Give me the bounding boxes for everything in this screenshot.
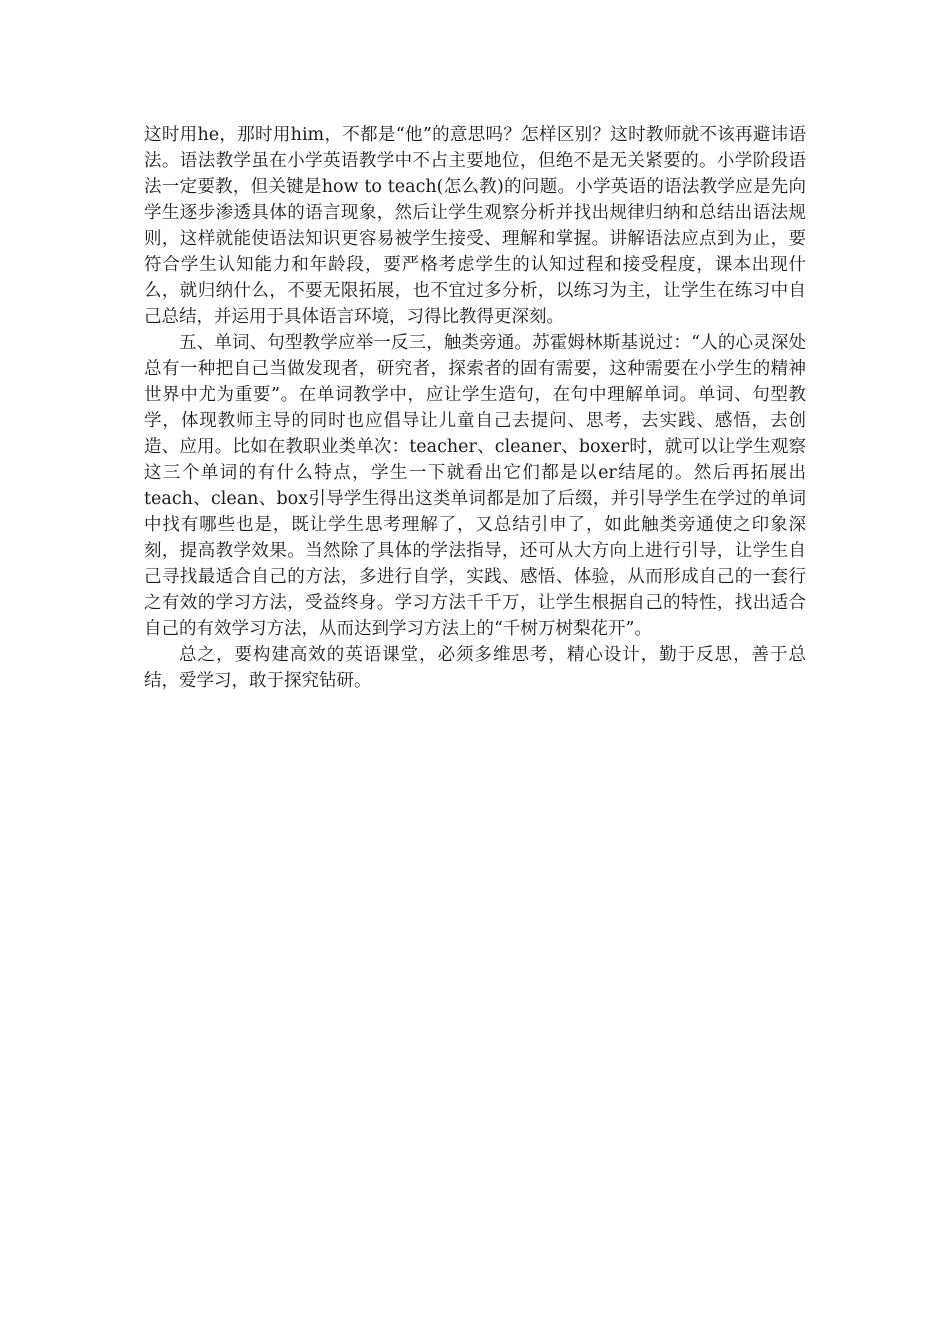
paragraph-grammar-continuation: 这时用he，那时用him，不都是“他”的意思吗？怎样区别？这时教师就不该再避讳语法。语法教学虽在小学英语教学中不占主要地位，但绝不是无关紧要的。小学阶段语法一定要教，但关键是how to teach(怎么教)的问题。小学英语的语法教学应是先向学生逐步渗透具体的语言现象，然后让学生观察分析并找出规律归纳和总结出语法规则，这样就能使语法知识更容易被学生接受、理解和掌握。讲解语法应点到为止，要符合学生认知能力和年龄段，要严格考虑学生的认知过程和接受程度，课本出现什么，就归纳什么，不要无限拓展，也不宜过多分析，以练习为主，让学生在练习中自己总结，并运用于具体语言环境，习得比教得更深刻。 (144, 125, 806, 327)
document-body (144, 122, 806, 694)
paragraph-vocabulary-teaching: 五、单词、句型教学应举一反三，触类旁通。苏霍姆林斯基说过：“人的心灵深处总有一种把自己当做发现者，研究者，探索者的固有需要，这种需要在小学生的精神世界中尤为重要”。在单词教学中，应让学生造句，在句中理解单词。单词、句型教学，体现教师主导的同时也应倡导让儿童自己去提问、思考，去实践、感悟，去创造、应用。比如在教职业类单次：teacher、cleaner、boxer时，就可以让学生观察这三个单词的有什么特点，学生一下就看出它们都是以er结尾的。然后再拓展出teach、clean、box引导学生得出这类单词都是加了后缀，并引导学生在学过的单词中找有哪些也是，既让学生思考理解了，又总结引申了，如此触类旁通使之印象深刻，提高教学效果。当然除了具体的学法指导，还可从大方向上进行引导，让学生自己寻找最适合自己的方法，多进行自学，实践、感悟、体验，从而形成自己的一套行之有效的学习方法，受益终身。学习方法千千万，让学生根据自己的特性，找出适合自己的有效学习方法，从而达到学习方法上的“千树万树梨花开”。 (144, 333, 806, 639)
paragraph-conclusion: 总之，要构建高效的英语课堂，必须多维思考，精心设计，勤于反思，善于总结，爱学习，敢于探究钻研。 (144, 645, 806, 691)
